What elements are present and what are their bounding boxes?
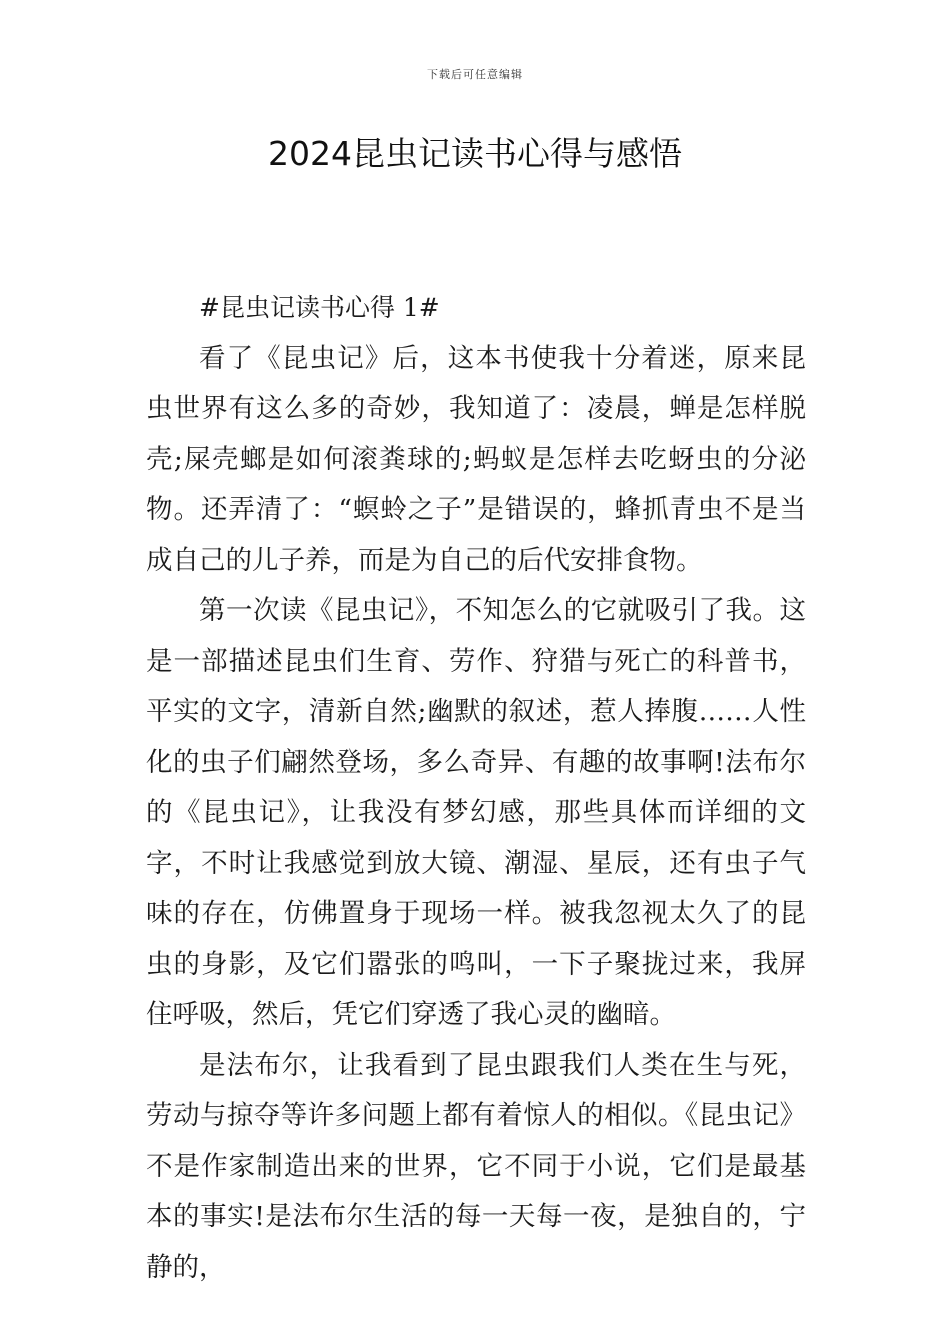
paragraph-1: 看了《昆虫记》后，这本书使我十分着迷，原来昆虫世界有这么多的奇妙，我知道了：凌晨，蝉是怎样脱壳;屎壳螂是如何滚粪球的;蚂蚁是怎样去吃蚜虫的分泌物。还弄清了：“螟蛉之子”是错误的，蜂抓青虫不是当成自己的儿子养，而是为自己的后代安排食物。: [146, 342, 806, 576]
section-heading: #昆虫记读书心得 1#: [199, 293, 440, 322]
document-body: [146, 283, 806, 1293]
page-header-note: 下载后可任意编辑: [427, 68, 523, 81]
paragraph-3: 是法布尔，让我看到了昆虫跟我们人类在生与死，劳动与掠夺等许多问题上都有着惊人的相似。《昆虫记》不是作家制造出来的世界，它不同于小说，它们是最基本的事实!是法布尔生活的每一天每一夜，是独自的，宁静的，: [146, 1049, 806, 1283]
paragraph-2: 第一次读《昆虫记》，不知怎么的它就吸引了我。这是一部描述昆虫们生育、劳作、狩猎与死亡的科普书，平实的文字，清新自然;幽默的叙述，惹人捧腹……人性化的虫子们翩然登场，多么奇异、有趣的故事啊!法布尔的《昆虫记》，让我没有梦幻感，那些具体而详细的文字，不时让我感觉到放大镜、潮湿、星辰，还有虫子气味的存在，仿佛置身于现场一样。被我忽视太久了的昆虫的身影，及它们嚣张的鸣叫，一下子聚拢过来，我屏住呼吸，然后，凭它们穿透了我心灵的幽暗。: [146, 595, 806, 1030]
document-title: 2024昆虫记读书心得与感悟: [268, 134, 682, 173]
